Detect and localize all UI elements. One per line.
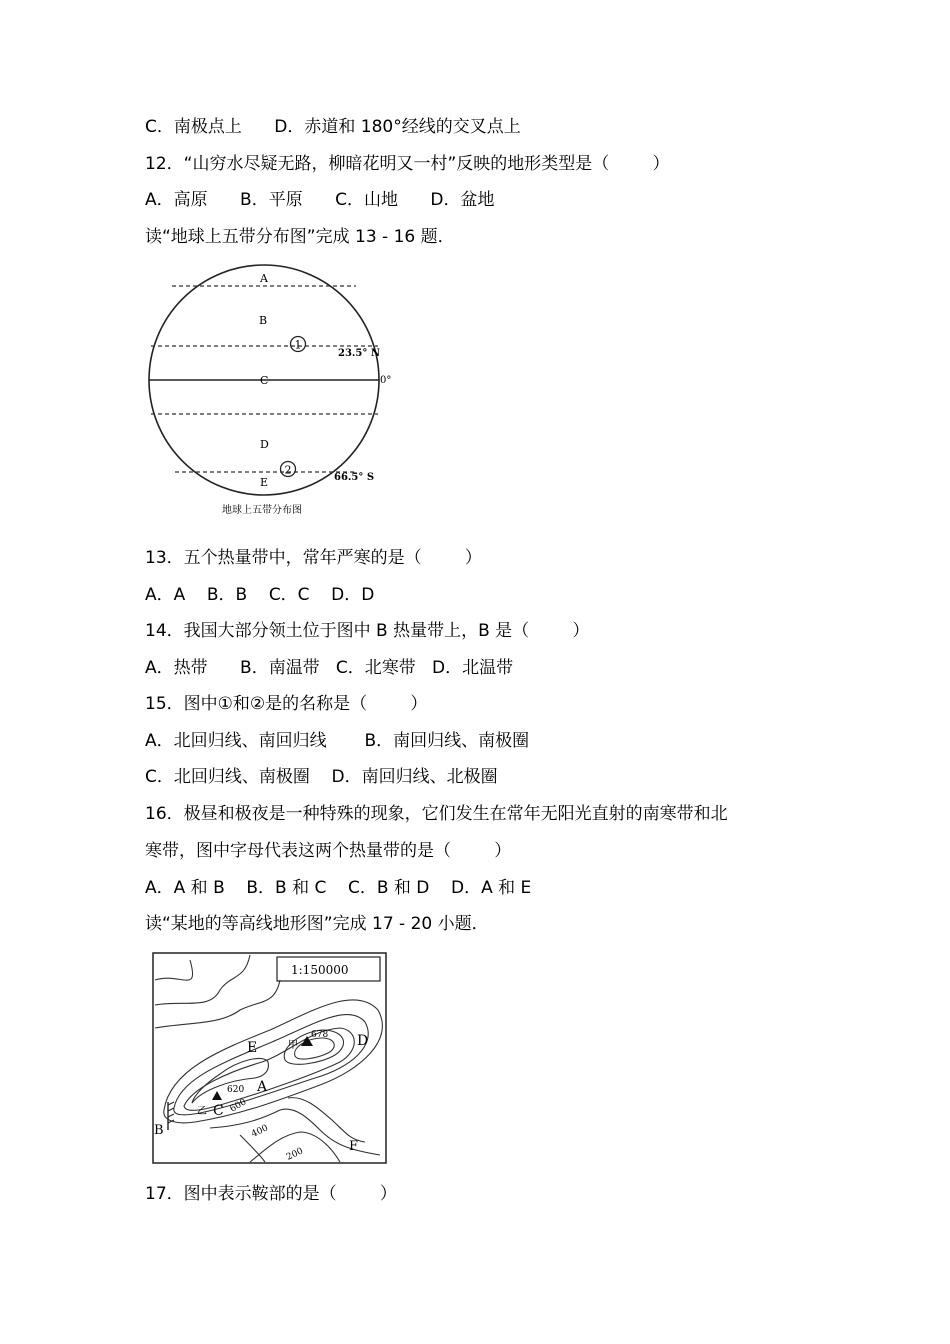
options-12: A．高原 B．平原 C．山地 D．盆地: [145, 190, 495, 210]
elev-400: 400: [250, 1123, 270, 1140]
lat-23-5-n: 23.5° N: [338, 348, 380, 359]
scale-label: 1:150000: [291, 963, 349, 977]
intro-17-20: 读“某地的等高线地形图”完成 17 - 20 小题．: [145, 914, 489, 934]
options-15-cd: C．北回归线、南极圈 D．南回归线、北极圈: [145, 767, 498, 787]
question-13: 13．五个热量带中，常年严寒的是（ ）: [145, 548, 482, 568]
contour-map: [150, 950, 390, 1168]
question-17: 17．图中表示鞍部的是（ ）: [145, 1184, 397, 1204]
elev-620: 620: [227, 1085, 245, 1095]
figure1-caption: 地球上五带分布图: [222, 505, 302, 516]
point-e-label: E: [247, 1040, 258, 1056]
point-c-label: C: [213, 1103, 224, 1119]
five-zones-figure: [140, 262, 400, 522]
question-12: 12．“山穷水尽疑无路，柳暗花明又一村”反映的地形类型是（ ）: [145, 154, 670, 174]
elev-200: 200: [285, 1146, 305, 1163]
text-line-1: C．南极点上 D．赤道和 180°经线的交叉点上: [145, 117, 521, 137]
intro-13-16: 读“地球上五带分布图”完成 13 - 16 题．: [145, 227, 455, 247]
zone-c-label: C: [260, 374, 269, 387]
zone-d-label: D: [260, 438, 269, 451]
options-13: A．A B．B C．C D．D: [145, 585, 375, 605]
elev-600: 600: [228, 1097, 249, 1115]
question-16-line2: 寒带，图中字母代表这两个热量带的是（ ）: [145, 841, 512, 861]
question-15: 15．图中①和②是的名称是（ ）: [145, 694, 428, 714]
marker-1: 1: [294, 338, 302, 352]
elev-678: 678: [311, 1030, 329, 1040]
five-zones-diagram: [140, 262, 400, 522]
zone-a-label: A: [260, 272, 268, 285]
point-a-label: A: [257, 1079, 268, 1095]
point-b-label: B: [154, 1123, 164, 1138]
contour-map-figure: [150, 950, 390, 1168]
peak-yi-label: 乙: [197, 1106, 207, 1117]
zone-b-label: B: [259, 314, 268, 327]
peak-jia-label: 甲: [288, 1040, 298, 1051]
lat-0: 0°: [380, 375, 392, 386]
zone-e-label: E: [260, 476, 269, 489]
marker-2: 2: [284, 463, 292, 477]
point-d-label: D: [357, 1033, 369, 1049]
question-14: 14．我国大部分领土位于图中 B 热量带上，B 是（ ）: [145, 621, 590, 641]
lat-66-5-s: 66.5° S: [334, 472, 375, 483]
question-16-line1: 16．极昼和极夜是一种特殊的现象，它们发生在常年无阳光直射的南寒带和北: [145, 804, 728, 824]
options-14: A．热带 B．南温带 C．北寒带 D．北温带: [145, 658, 514, 678]
point-f-label: F: [349, 1139, 359, 1154]
options-15-ab: A．北回归线、南回归线 B．南回归线、南极圈: [145, 731, 530, 751]
options-16: A．A 和 B B．B 和 C C．B 和 D D．A 和 E: [145, 878, 532, 898]
